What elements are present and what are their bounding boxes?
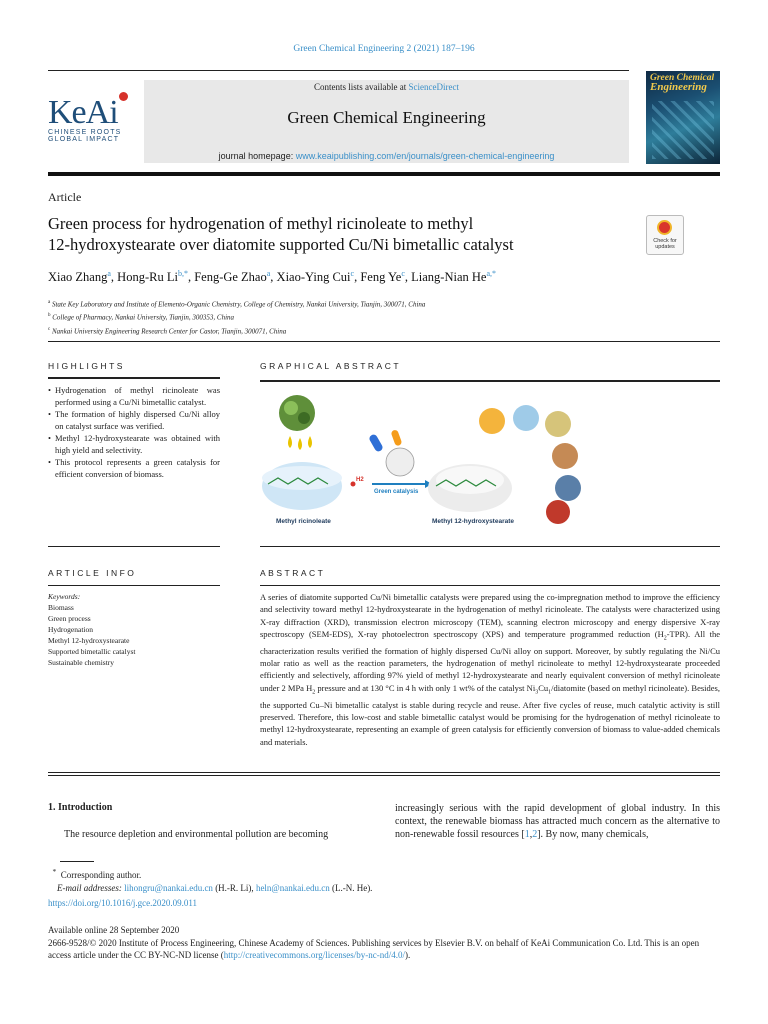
intro-text: ]. By now, many chemicals, [537,829,649,840]
cover-title [650,74,714,93]
highlight-item: • Hydrogenation of methyl ricinoleate was performed using a Cu/Ni bimetallic catalyst. [55,384,220,408]
keywords-list [48,591,220,668]
abstract-part: A series of diatomite supported Cu/Ni bimetallic catalysts were prepared using the co-impregnation method to improve the efficiency and selectivity toward methyl 12-hydroxystearate in the hydrogenation of methyl ricinoleate. The catalysts were characterized using X-ray diffraction (XRD), transmission electron microscopy (TEM), scanning electron microscopy and energy dispersive X-ray spectroscopy (SEM-EDS), X-ray photoelectron spectroscopy (XPS) and temperature programmed reduction (H [260,592,720,639]
email-owner: (H.-R. Li), [212,883,256,893]
author-affil-mark[interactable]: b,* [177,269,188,278]
cover-title-2: Engineering [650,81,707,93]
footnote-rule [60,861,94,862]
catalysis-label: Green catalysis [374,489,419,495]
author-affil-mark[interactable]: a [266,269,271,278]
article-type: Article [48,190,82,204]
affiliation [48,310,425,323]
article-title [48,213,633,255]
keai-logo[interactable] [48,96,138,144]
corresponding-author-note [48,865,372,882]
affiliations [48,297,425,337]
homepage-prefix: journal homepage: [218,151,296,161]
cover-title-1: Green Chemical [650,73,715,83]
graphical-abstract-image[interactable] [260,388,600,528]
keyword: Sustainable chemistry [48,658,115,667]
affiliation-text: Nankai University Engineering Research Center for Castor, Tianjin, 300071, China [51,326,287,335]
product-label: Methyl 12-hydroxystearate [432,518,515,525]
abstract-part: -TPR). All the characterization results verified the formation of highly dispersed Cu/Ni alloy on support. Moreover, by subtly regulating the Ni/Cu molar ratio as well as the reaction parameters, the hydrogenation of methyl ricinoleate to methyl 12-hydroxystearate proceeded efficiently and selectively, affording 97% yield of methyl 12-hydroxystearate and nearly equivalent conversion of methyl ricinoleate under 2 MPa H [260,628,720,693]
abstract-part: Cu [538,682,549,693]
abstract-subscript: 2 [663,635,667,642]
keyword: Biomass [48,603,74,612]
author-list: Xiao Zhang$^a$, Hong-Ru $Li^{b,*}$, Feng-Ge Zhao$^a$, Xiao-Ying Cui$^c$, Feng Ye$^c$, Liang-Nian $He^{a,*}$ [48,269,497,285]
section-rule [48,585,220,586]
license-link[interactable]: http://creativecommons.org/licenses/by-nc-nd/4.0/ [223,950,405,960]
affiliation-text: College of Pharmacy, Nankai University, Tianjin, 300353, China [52,313,235,322]
copyright-notice [48,937,720,962]
castor-plant-icon [279,395,315,431]
section-rule [260,546,720,547]
publication-info [48,924,720,962]
application-icon [479,408,505,434]
keyword: Hydrogenation [48,625,93,634]
introduction-right-column [395,802,720,841]
logo-text: KeAi [48,94,118,131]
affiliation [48,324,425,337]
contents-prefix: Contents lists available at [314,82,409,92]
section-rule [260,585,720,586]
oil-drop-icon [308,436,312,448]
affiliation-key: b [48,313,51,319]
author-name[interactable]: Feng Ye [360,270,402,285]
journal-homepage [144,151,629,161]
section-rule [48,341,720,342]
author-name[interactable]: Feng-Ge Zhao [194,270,267,285]
abstract-part: pressure and at 130 °C in 4 h with only 1 wt% of the catalyst Ni [315,682,536,693]
sciencedirect-link[interactable]: ScienceDirect [408,82,459,92]
contents-line [144,82,629,92]
affiliation-key: a [48,300,51,305]
highlight-item: • The formation of highly dispersed Cu/Ni alloy on catalyst surface was verified. [55,408,220,432]
highlights-heading: HIGHLIGHTS [48,361,125,371]
email-link[interactable]: heln@nankai.edu.cn [255,883,330,893]
reactant-label: Methyl ricinoleate [276,518,331,525]
application-icon [546,500,570,524]
cover-artwork [652,101,714,159]
corresponding-text: Corresponding author. [60,870,142,880]
keyword: Green process [48,614,91,623]
copyright-end: ). [405,950,411,960]
journal-title: Green Chemical Engineering [287,108,486,127]
article-info-heading: ARTICLE INFO [48,568,137,578]
header-thick-rule [48,172,720,176]
graphical-abstract-rule [260,380,720,382]
affiliation [48,297,425,310]
capsule-icon [368,433,384,453]
abstract-subscript: 1 [548,689,552,696]
affiliation-key: c [48,326,51,332]
author-name[interactable]: Xiao-Ying Cui [276,270,351,285]
copyright-text: 2666-9528/© 2020 Institute of Process Engineering, Chinese Academy of Sciences. Publishing services by Elsevier B.V. on behalf of KeAi Communication Co. Ltd. This is an open access article under the CC BY-NC-ND license ( [48,937,700,960]
title-line-2: 12-hydroxystearate over diatomite supported Cu/Ni bimetallic catalyst [48,235,514,254]
abstract-subscript: 2 [312,689,316,696]
reference-link[interactable]: 2 [532,829,538,840]
reference-separator: , [529,829,533,840]
application-icon [552,443,578,469]
author-affil-mark[interactable]: a [107,269,111,278]
email-link[interactable]: lihongru@nankai.edu.cn [124,883,213,893]
author-affil-mark[interactable]: c [350,269,355,278]
oil-drop-icon [288,436,292,448]
capsule-icon [390,429,402,446]
check-for-updates-button[interactable] [646,215,684,255]
introduction-heading: 1. Introduction [48,802,113,813]
application-icon [555,475,581,501]
author-affil-mark[interactable]: c [401,269,405,278]
email-label: E-mail addresses: [57,883,122,893]
journal-citation[interactable]: Green Chemical Engineering 2 (2021) 187–196 [293,44,475,54]
application-icon [545,411,571,437]
introduction-left-column: The resource depletion and environmental pollution are becoming [64,829,329,840]
section-rule [48,775,720,776]
highlights-list [48,384,220,480]
available-online: Available online 28 September 2020 [48,925,180,935]
corresponding-mark: * [52,867,57,876]
title-line-1: Green process for hydrogenation of methyl ricinoleate to methyl [48,214,474,233]
doi-link[interactable]: https://doi.org/10.1016/j.gce.2020.09.011 [48,898,197,908]
abstract-heading: ABSTRACT [260,568,326,578]
footnotes [48,865,372,895]
logo-tagline-2: GLOBAL IMPACT [48,136,120,143]
keywords-label: Keywords: [48,592,81,601]
author-name[interactable]: Xiao Zhang [48,270,108,285]
author-affil-mark[interactable]: a,* [486,269,497,278]
email-owner: (L.-N. He). [329,883,373,893]
reference-link[interactable]: 1 [524,829,530,840]
logo-dot-icon [119,92,128,101]
author-name[interactable]: Liang-Nian He [411,270,487,285]
catalyst-pellet-icon [386,448,414,476]
highlight-item: • Methyl 12-hydroxystearate was obtained with high yield and selectivity. [55,432,220,456]
header-rule [48,70,629,71]
section-rule [48,772,720,773]
intro-text: increasingly serious with the rapid development of global industry. In this context, the renewable biomass has attracted much concern as the alternative to non-renewable fossil resources [ [395,803,720,840]
abstract-text [260,591,720,748]
affiliation-text: State Key Laboratory and Institute of Elemento-Organic Chemistry, College of Chemistry, Nankai University, Tianjin, 300071, China [51,300,426,309]
h2-label: H2 [356,477,364,483]
highlight-item: • This protocol represents a green catalysis for efficient conversion of biomass. [55,456,220,480]
oil-drop-icon [298,438,302,450]
author-name[interactable]: Hong-Ru Li [117,270,178,285]
section-rule [48,546,220,547]
application-icon [513,405,539,431]
bookmark-icon [657,220,672,235]
check-for-updates-label: Check for updates [653,238,677,250]
highlights-rule [48,377,220,379]
email-line [48,882,372,895]
homepage-link[interactable]: www.keaipublishing.com/en/journals/green-chemical-engineering [295,151,555,161]
keyword: Supported bimetallic catalyst [48,647,136,656]
graphical-abstract-figure [260,388,600,528]
abstract-subscript: 3 [535,689,539,696]
abstract-part: /diatomite (based on methyl ricinoleate). Besides, the supported Cu–Ni bimetallic catalyst is stable during recycle and reuse. After five cycles of reuse, much catalytic activity is still preserved. Therefore, this low-cost and stable bimetallic catalyst would be promising for the hydrogenation of methyl ricinoleate to methyl 12-hydroxystearate, representing an example of green catalysis for efficiently conversion of biomass to value-added chemicals and materials. [260,682,720,747]
journal-cover-image[interactable] [646,71,720,164]
logo-tagline-1: CHINESE ROOTS [48,129,122,136]
graphical-abstract-heading: GRAPHICAL ABSTRACT [260,361,402,371]
keyword: Methyl 12-hydroxystearate [48,636,130,645]
